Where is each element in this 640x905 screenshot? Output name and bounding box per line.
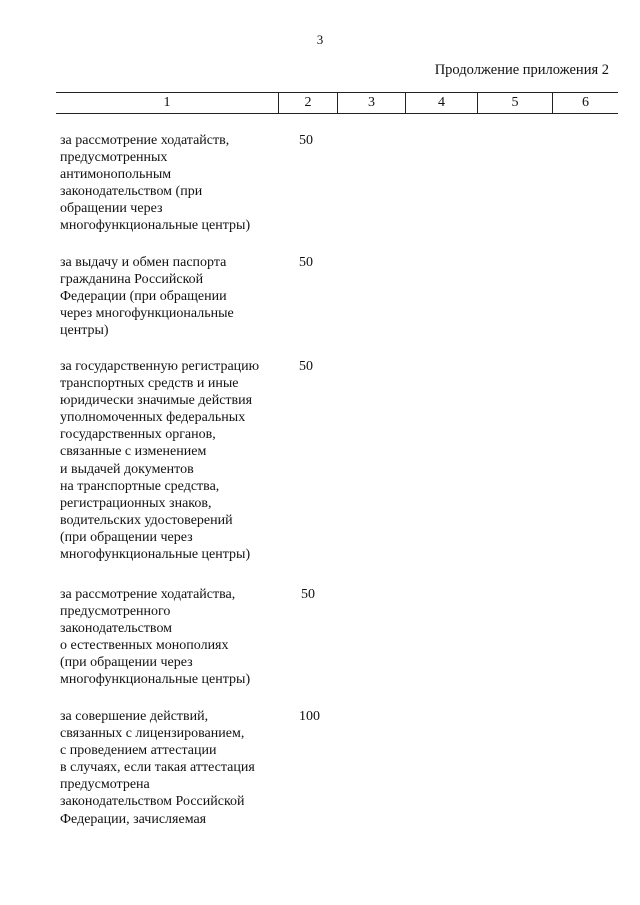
column-header-6: 6 <box>552 93 618 113</box>
fee-description: за совершение действий, связанных с лицензированием, с проведением аттестации в случаях, если такая аттестация предусмотрена законодательством Российской Федерации, зачисляемая <box>60 709 255 827</box>
fee-description: за рассмотрение ходатайств, предусмотренных антимонопольным законодательством (при обращении через многофункциональные центры) <box>60 133 251 234</box>
column-header-1: 1 <box>163 95 171 110</box>
page-number: 3 <box>316 32 324 47</box>
column-header-3: 3 <box>337 93 405 113</box>
fee-amount: 50 <box>299 359 313 374</box>
fee-description: за государственную регистрацию транспортных средств и иные юридически значимые действия уполномоченных федеральных государственных органов, связанные с изменением и выдачей документов на транспортные средства, регистрационных знаков, водительских удостоверений (при обращении через многофункциональные центры) <box>60 359 260 563</box>
table-header <box>56 92 618 114</box>
fee-description: за рассмотрение ходатайства, предусмотренного законодательством о естественных монополиях (при обращении через многофункциональные центры) <box>60 587 251 688</box>
continuation-heading: Продолжение приложения 2 <box>434 62 609 78</box>
column-header-5: 5 <box>477 93 552 113</box>
fee-amount: 100 <box>299 709 320 724</box>
column-header-2: 2 <box>278 93 337 113</box>
fee-description: за выдачу и обмен паспорта гражданина Российской Федерации (при обращении через многофункциональные центры) <box>60 255 234 339</box>
fee-amount: 50 <box>299 133 313 148</box>
fee-amount: 50 <box>299 255 313 270</box>
fee-amount: 50 <box>301 587 315 602</box>
column-header-4: 4 <box>405 93 477 113</box>
